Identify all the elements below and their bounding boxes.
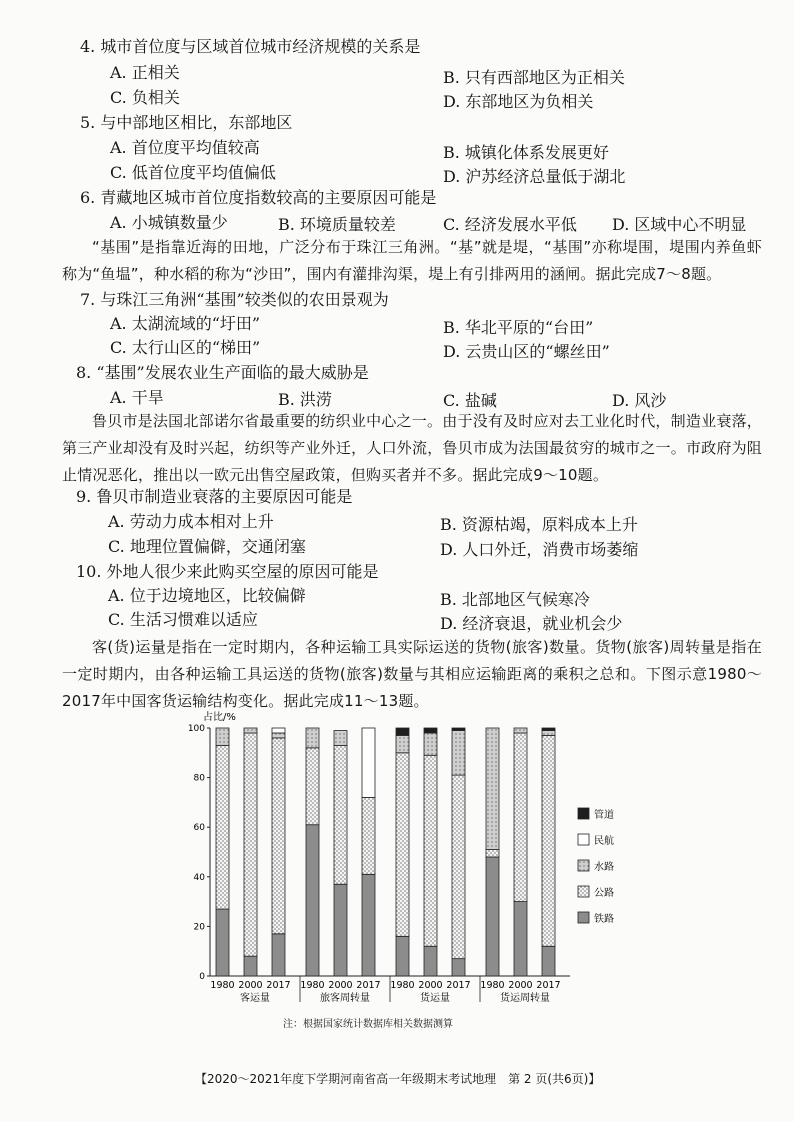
y-tick-label: 100 <box>187 724 205 734</box>
bar-segment-铁路 <box>362 874 375 976</box>
q9-option-c: C. 地理位置偏僻，交通闭塞 <box>108 537 306 556</box>
legend-label-公路: 公路 <box>594 888 614 899</box>
x-year-label: 2017 <box>266 980 291 991</box>
x-year-label: 1980 <box>210 980 235 991</box>
q8-option-b: B. 洪涝 <box>278 390 332 409</box>
q4-option-a: A. 正相关 <box>110 63 180 82</box>
bar-segment-水路 <box>514 728 527 733</box>
passage-roubaix: 鲁贝市是法国北部诺尔省最重要的纺织业中心之一。由于没有及时应对去工业化时代，制造业衰落，第三产业却没有及时兴起，纺织等产业外迁，人口外流，鲁贝市成为法国最贫穷的城市之一。市政府为阻止情况恶化，推出以一欧元出售空屋政策，但购买者并不多。据此完成9～10题。 <box>62 412 762 484</box>
bar-segment-公路 <box>542 735 555 946</box>
bar-segment-水路 <box>424 733 437 755</box>
x-group-label: 货运周转量 <box>500 993 550 1004</box>
bar-segment-铁路 <box>514 902 527 976</box>
q8-option-c: C. 盐碱 <box>443 391 497 410</box>
bar-segment-铁路 <box>306 825 319 976</box>
x-year-label: 2000 <box>238 980 263 991</box>
q6-option-b: B. 环境质量较差 <box>278 215 396 234</box>
bar-segment-公路 <box>272 738 285 934</box>
q7-stem: 7. 与珠江三角洲“基围”较类似的农田景观为 <box>80 290 389 309</box>
q10-option-c: C. 生活习惯难以适应 <box>108 610 258 629</box>
x-year-label: 2017 <box>536 980 561 991</box>
q8-stem: 8. “基围”发展农业生产面临的最大威胁是 <box>76 363 369 382</box>
bar-segment-水路 <box>216 728 229 745</box>
legend-swatch-水路 <box>578 860 589 871</box>
y-tick-label: 0 <box>199 972 205 982</box>
y-tick-label: 80 <box>193 773 205 784</box>
q7-option-d: D. 云贵山区的“螺丝田” <box>443 342 610 361</box>
x-year-label: 2017 <box>446 980 471 991</box>
q6-option-a: A. 小城镇数量少 <box>110 213 228 232</box>
y-tick-label: 40 <box>193 872 205 883</box>
bar-segment-管道 <box>452 728 465 730</box>
bar-segment-公路 <box>514 733 527 902</box>
bar-segment-公路 <box>306 748 319 825</box>
legend-label-民航: 民航 <box>594 836 614 847</box>
bar-segment-公路 <box>486 850 499 857</box>
bar-segment-公路 <box>396 753 409 937</box>
q4-option-b: B. 只有西部地区为正相关 <box>443 68 625 87</box>
x-year-label: 1980 <box>300 980 325 991</box>
x-year-label: 2000 <box>328 980 353 991</box>
bar-segment-铁路 <box>452 959 465 976</box>
x-year-label: 2000 <box>508 980 533 991</box>
bar-segment-公路 <box>452 775 465 959</box>
bar-segment-水路 <box>244 728 257 733</box>
y-axis-label: 占比/% <box>203 712 236 723</box>
q5-option-b: B. 城镇化体系发展更好 <box>443 143 609 162</box>
x-group-label: 客运量 <box>240 993 270 1004</box>
q4-option-c: C. 负相关 <box>110 88 180 107</box>
bar-segment-管道 <box>424 728 437 733</box>
legend-swatch-公路 <box>578 886 589 897</box>
bar-segment-铁路 <box>424 946 437 976</box>
q9-option-b: B. 资源枯竭，原料成本上升 <box>440 515 638 534</box>
bar-segment-铁路 <box>216 909 229 976</box>
q8-option-a: A. 干旱 <box>110 388 164 407</box>
legend-label-管道: 管道 <box>594 810 614 821</box>
q5-option-a: A. 首位度平均值较高 <box>110 138 260 157</box>
bar-segment-铁路 <box>244 956 257 976</box>
q7-option-a: A. 太湖流域的“圩田” <box>110 314 261 333</box>
x-year-label: 2000 <box>418 980 443 991</box>
q8-option-d: D. 风沙 <box>612 391 667 410</box>
x-year-label: 1980 <box>480 980 505 991</box>
bar-segment-铁路 <box>272 934 285 976</box>
q7-option-c: C. 太行山区的“梯田” <box>110 338 261 357</box>
q10-option-a: A. 位于边境地区，比较偏僻 <box>108 586 306 605</box>
bar-segment-管道 <box>542 728 555 730</box>
q5-option-c: C. 低首位度平均值偏低 <box>110 163 276 182</box>
bar-segment-公路 <box>424 755 437 946</box>
legend-swatch-管道 <box>578 808 589 819</box>
bar-segment-水路 <box>396 735 409 752</box>
bar-segment-水路 <box>306 728 319 748</box>
bar-segment-水路 <box>486 728 499 850</box>
q5-option-d: D. 沪苏经济总量低于湖北 <box>443 167 626 186</box>
q10-option-d: D. 经济衰退，就业机会少 <box>440 614 623 633</box>
legend-swatch-铁路 <box>578 912 589 923</box>
legend-label-铁路: 铁路 <box>594 914 614 925</box>
q10-stem: 10. 外地人很少来此购买空屋的原因可能是 <box>76 562 379 581</box>
x-year-label: 1980 <box>390 980 415 991</box>
passage-jiwei: “基围”是指靠近海的田地，广泛分布于珠江三角洲。“基”就是堤，“基围”亦称堤围，堤围内养鱼虾称为“鱼塭”，种水稻的称为“沙田”，围内有灌排沟渠，堤上有引排两用的涵闸。据此完成7～8题。 <box>62 238 762 283</box>
y-tick-label: 20 <box>193 922 205 933</box>
bar-segment-水路 <box>452 730 465 775</box>
q9-option-d: D. 人口外迁，消费市场萎缩 <box>440 540 639 559</box>
transport-structure-chart <box>187 708 614 1018</box>
q6-option-d: D. 区域中心不明显 <box>612 215 747 234</box>
bar-segment-民航 <box>362 728 375 797</box>
x-year-label: 2017 <box>356 980 381 991</box>
q7-option-b: B. 华北平原的“台田” <box>443 318 594 337</box>
bar-segment-铁路 <box>542 946 555 976</box>
bar-segment-水路 <box>272 733 285 738</box>
passage-transport: 客(货)运量是指在一定时期内，各种运输工具实际运送的货物(旅客)数量。货物(旅客)周转量是指在一定时期内，由各种运输工具运送的货物(旅客)数量与其相应运输距离的乘积之总和。下图示意1980～2017年中国客货运输结构变化。据此完成11～13题。 <box>62 638 762 710</box>
bar-segment-管道 <box>396 728 409 735</box>
q4-option-d: D. 东部地区为负相关 <box>443 92 594 111</box>
q9-stem: 9. 鲁贝市制造业衰落的主要原因可能是 <box>76 487 353 506</box>
legend-label-水路: 水路 <box>594 862 614 873</box>
q4-stem: 4. 城市首位度与区域首位城市经济规模的关系是 <box>80 37 421 56</box>
y-tick-label: 60 <box>193 823 205 834</box>
x-group-label: 货运量 <box>420 993 450 1004</box>
q6-option-c: C. 经济发展水平低 <box>443 215 577 234</box>
bar-segment-公路 <box>216 745 229 909</box>
bar-segment-铁路 <box>486 857 499 976</box>
chart-note: 注：根据国家统计数据库相关数据测算 <box>283 1019 453 1030</box>
bar-segment-铁路 <box>396 936 409 976</box>
bar-segment-水路 <box>542 730 555 735</box>
q6-stem: 6. 青藏地区城市首位度指数较高的主要原因可能是 <box>80 188 437 207</box>
q5-stem: 5. 与中部地区相比，东部地区 <box>80 113 293 132</box>
q9-option-a: A. 劳动力成本相对上升 <box>108 512 274 531</box>
bar-segment-公路 <box>334 745 347 884</box>
page-footer: 【2020～2021年度下学期河南省高一年级期末考试地理 第 2 页(共6页)】 <box>195 1072 601 1086</box>
bar-segment-公路 <box>362 797 375 874</box>
bar-segment-公路 <box>244 733 257 956</box>
legend-swatch-民航 <box>578 834 589 845</box>
q10-option-b: B. 北部地区气候寒冷 <box>440 590 590 609</box>
x-group-label: 旅客周转量 <box>320 993 370 1004</box>
bar-segment-民航 <box>272 728 285 733</box>
bar-segment-水路 <box>334 730 347 745</box>
bar-segment-铁路 <box>334 884 347 976</box>
